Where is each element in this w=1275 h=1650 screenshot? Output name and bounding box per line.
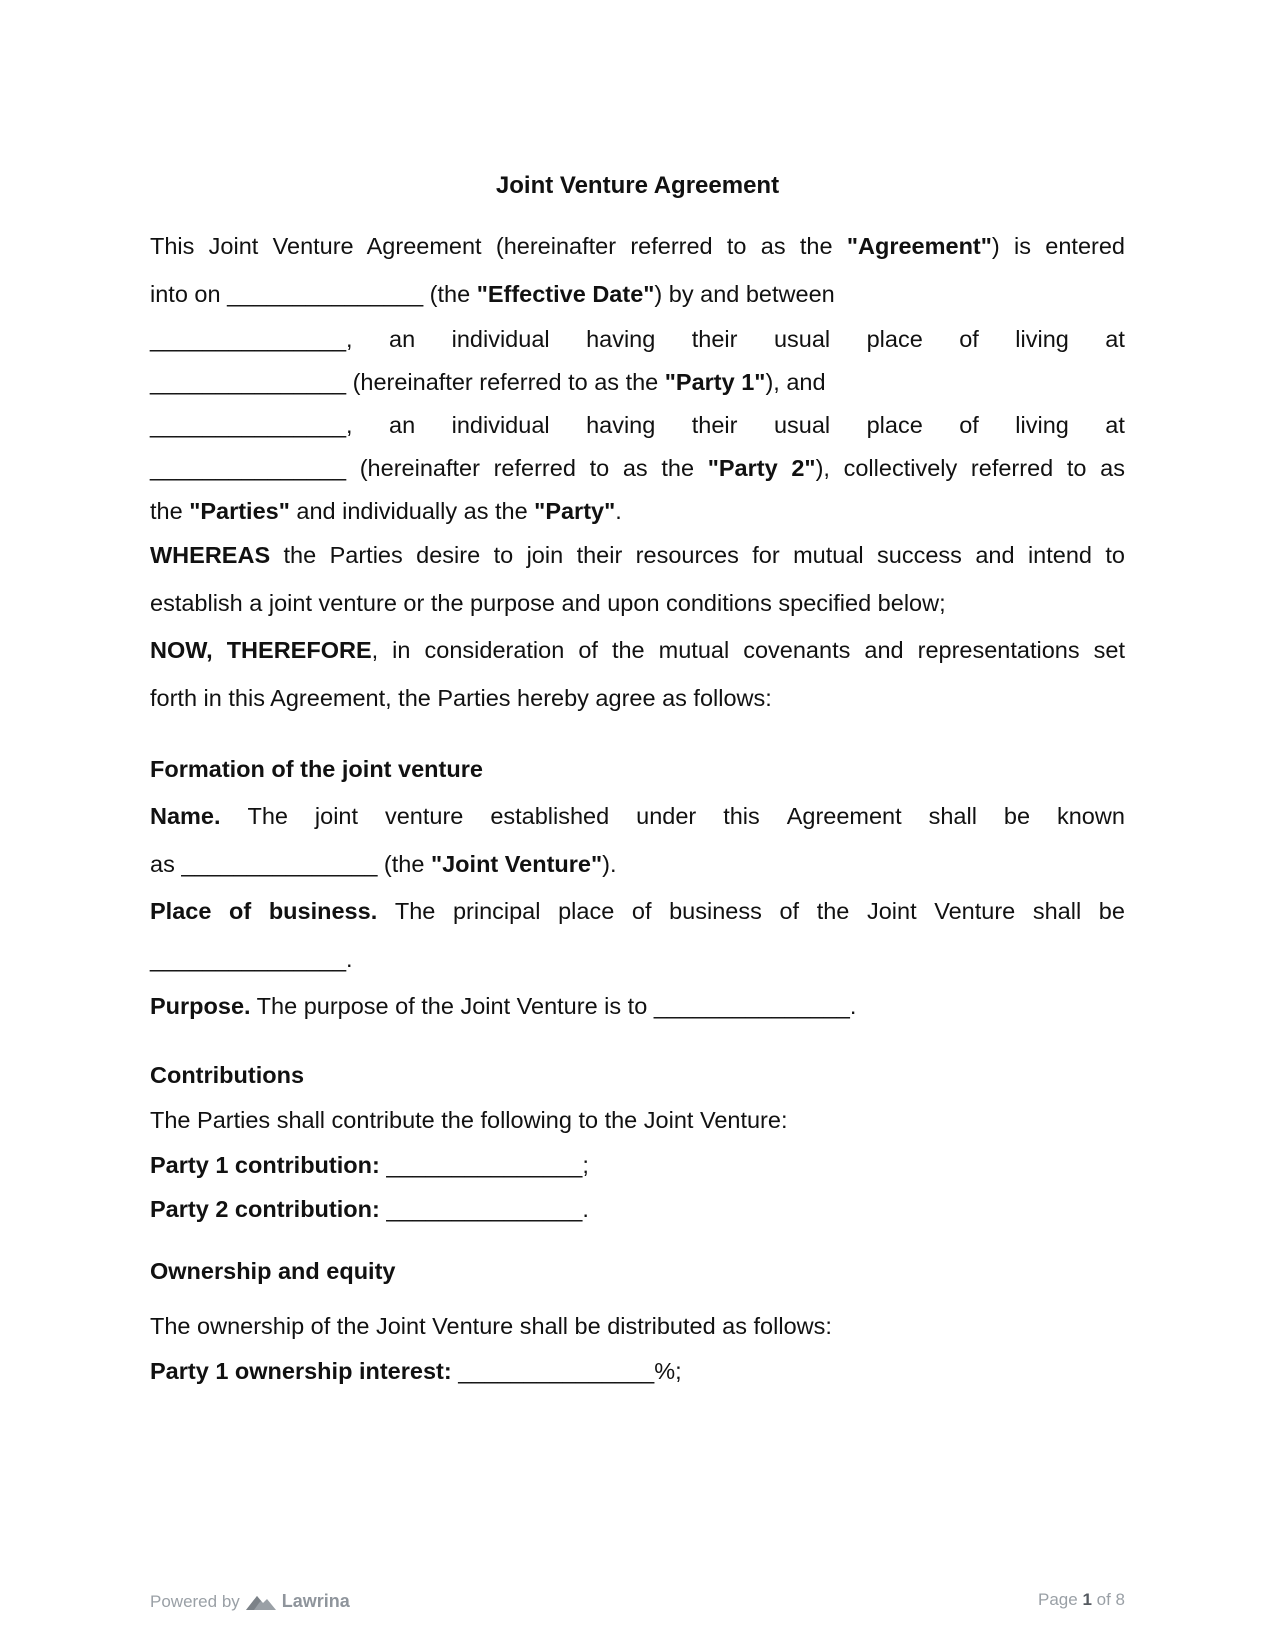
- effective-date-blank: _______________: [227, 281, 424, 307]
- ownership-intro: The ownership of the Joint Venture shall be distributed as follows:: [150, 1313, 832, 1339]
- place-of-business-blank: _______________: [150, 946, 347, 972]
- party-2-contribution: Party 2 contribution: _______________.: [150, 1196, 589, 1222]
- word: shall: [1032, 898, 1082, 924]
- word: venture: [384, 803, 464, 829]
- page-number: Page 1 of 8: [1038, 1590, 1125, 1609]
- word: Joint: [866, 898, 917, 924]
- purpose-blank: _______________: [653, 993, 850, 1019]
- document-title: Joint Venture Agreement: [495, 172, 780, 199]
- word: The: [394, 898, 436, 924]
- word: Venture: [934, 898, 1016, 924]
- party-1-ownership: Party 1 ownership interest: _______________%;: [150, 1358, 682, 1384]
- word: of: [779, 898, 800, 924]
- party-2-name-line: _______________, an individual having their usual place of living at: [150, 412, 1125, 438]
- formation-heading: Formation of the joint venture: [150, 756, 483, 782]
- party-1-contribution-blank: _______________: [386, 1152, 583, 1178]
- party-1-contribution: Party 1 contribution: _______________;: [150, 1152, 589, 1178]
- ownership-heading: Ownership and equity: [150, 1258, 396, 1284]
- word: this: [723, 803, 760, 829]
- place-label-word: Place: [150, 898, 212, 924]
- word: place: [558, 898, 615, 924]
- intro-line-2: into on _______________ (the "Effective Date") by and between: [150, 281, 835, 307]
- place-label-word: of: [229, 898, 252, 924]
- word: known: [1056, 803, 1125, 829]
- purpose-clause: Purpose. The purpose of the Joint Venture is to _______________.: [150, 993, 857, 1019]
- party-1-address-line: _______________ (hereinafter referred to as the "Party 1"), and: [150, 369, 826, 395]
- footer-powered-by: Powered by Lawrina: [150, 1591, 350, 1611]
- word: the: [816, 898, 850, 924]
- party-2-address-blank: _______________: [150, 455, 347, 481]
- party-1-address-blank: _______________: [150, 369, 347, 395]
- intro-line-1: This Joint Venture Agreement (hereinafter referred to as the "Agreement") is entered: [150, 233, 1125, 259]
- party-1-ownership-blank: _______________: [458, 1358, 655, 1384]
- party-2-contribution-blank: _______________: [386, 1196, 583, 1222]
- whereas-line-1: WHEREAS the Parties desire to join their resources for mutual success and intend to: [150, 542, 1125, 568]
- word: be: [1098, 898, 1125, 924]
- now-therefore-line-1: NOW, THEREFORE, in consideration of the mutual covenants and representations set: [150, 637, 1125, 663]
- place-label-word: business.: [268, 898, 378, 924]
- party-1-name-line: _______________, an individual having their usual place of living at: [150, 326, 1125, 352]
- word: business: [669, 898, 762, 924]
- word: be: [1003, 803, 1031, 829]
- word: The: [247, 803, 288, 829]
- contributions-intro: The Parties shall contribute the following to the Joint Venture:: [150, 1107, 788, 1133]
- name-clause-line-1: Name. The joint venture established under this Agreement shall be known: [150, 803, 1125, 829]
- word: established: [490, 803, 610, 829]
- lawrina-logo: Lawrina: [246, 1591, 350, 1612]
- place-clause-line-1: [150, 897, 1125, 925]
- now-therefore-line-2: forth in this Agreement, the Parties hereby agree as follows:: [150, 685, 772, 711]
- contributions-heading: Contributions: [150, 1062, 305, 1088]
- word: shall: [928, 803, 977, 829]
- party-2-name-blank: _______________: [150, 412, 347, 438]
- word: of: [631, 898, 652, 924]
- mountain-icon: [246, 1593, 276, 1611]
- name-clause-line-2: as _______________ (the "Joint Venture").: [150, 851, 617, 877]
- intro-line-7: the "Parties" and individually as the "Party".: [150, 498, 622, 524]
- party-1-name-blank: _______________: [150, 326, 347, 352]
- party-2-address-line: _______________ (hereinafter referred to as the "Party 2"), collectively referred to as: [150, 455, 1125, 481]
- whereas-line-2: establish a joint venture or the purpose and upon conditions specified below;: [150, 590, 946, 616]
- word: Agreement: [786, 803, 902, 829]
- word: joint: [314, 803, 359, 829]
- jv-name-blank: _______________: [181, 851, 378, 877]
- word: principal: [452, 898, 541, 924]
- place-clause-line-2: _______________.: [150, 946, 353, 972]
- word: under: [636, 803, 697, 829]
